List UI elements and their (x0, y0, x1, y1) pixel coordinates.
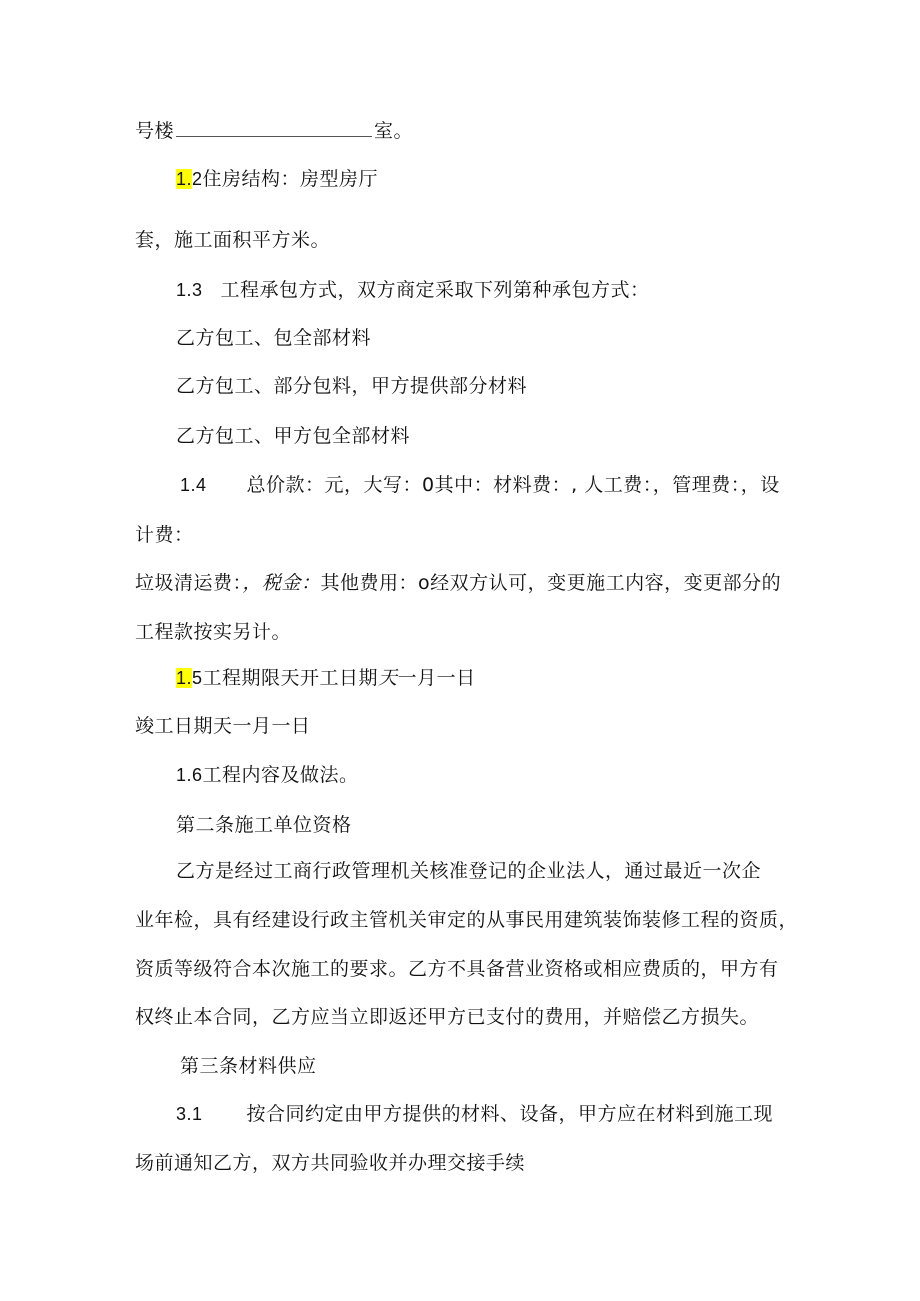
highlight-mark: 1. (176, 668, 193, 688)
paragraph-line: 权终止本合同，乙方应当立即返还甲方已支付的费用，并赔偿乙方损失。 (135, 1006, 760, 1028)
text-line-10: 垃圾清运费：，税金：其他费用：o经双方认可，变更施工内容，变更部分的 (135, 572, 782, 594)
clause-1-2: 1.2住房结构：房型房厅 (176, 168, 379, 190)
option-1: 乙方包工、包全部材料 (176, 327, 372, 349)
section-heading-2: 第二条施工单位资格 (176, 814, 352, 836)
text-line-9: 计费： (135, 524, 194, 546)
section-heading-3: 第三条材料供应 (180, 1055, 317, 1077)
paragraph-line: 业年检，具有经建设行政主管机关审定的从事民用建筑装饰装修工程的资质， (135, 909, 799, 931)
clause-1-4: 1.4 总价款：元，大写：0其中：材料费：, 人工费：，管理费：，设 (180, 474, 780, 496)
paragraph-line: 场前通知乙方，双方共同验收并办理交接手续 (135, 1152, 526, 1174)
paragraph-line: 乙方是经过工商行政管理机关核准登记的企业法人，通过最近一次企 (176, 860, 762, 882)
text-line-13: 竣工日期天一月一日 (135, 715, 311, 737)
option-2: 乙方包工、部分包料，甲方提供部分材料 (176, 375, 528, 397)
clause-1-3: 1.3 工程承包方式，双方商定采取下列第种承包方式： (176, 279, 650, 301)
text-line-11: 工程款按实另计。 (135, 621, 292, 643)
clause-1-6: 1.6工程内容及做法。 (176, 764, 359, 786)
fill-in-blank (176, 119, 372, 137)
highlight-mark: 1. (176, 169, 193, 189)
text-line-1: 号楼 室。 (135, 120, 414, 142)
paragraph-line: 资质等级符合本次施工的要求。乙方不具备营业资格或相应费质的，甲方有 (135, 958, 779, 980)
text-line-3: 套，施工面积平方米。 (135, 229, 331, 251)
clause-3-1: 3.1 按合同约定由甲方提供的材料、设备，甲方应在材料到施工现 (176, 1103, 774, 1125)
option-3: 乙方包工、甲方包全部材料 (176, 425, 411, 447)
clause-1-5: 1.5工程期限天开工日期天一月一日 (176, 667, 476, 689)
